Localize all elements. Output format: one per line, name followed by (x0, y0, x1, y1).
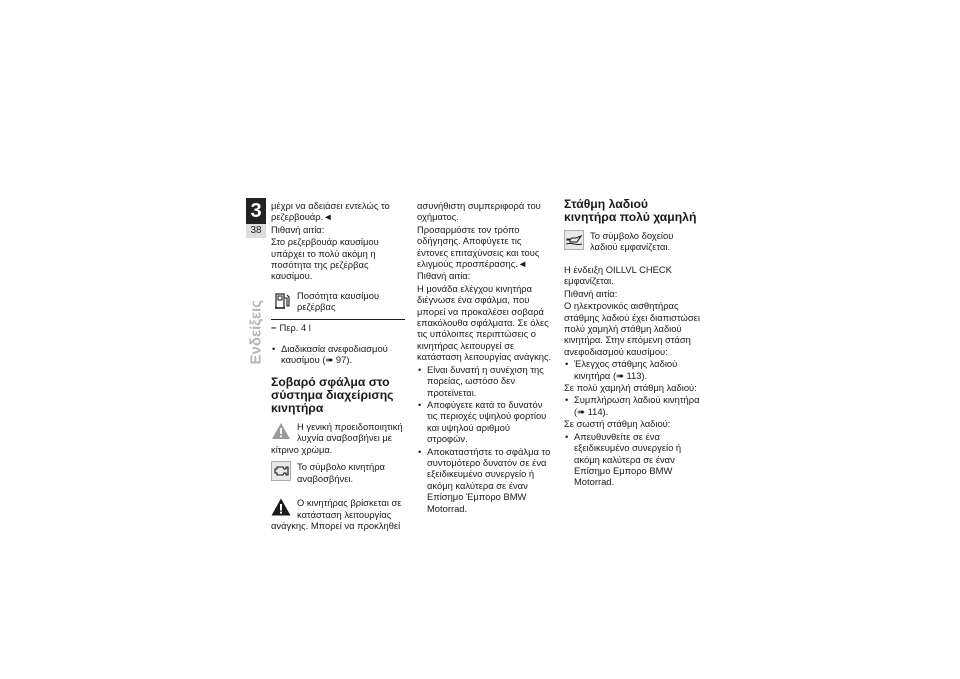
paragraph: Το σύμβολο δοχείου λαδιού εμφανίζεται. (590, 230, 674, 253)
list-item: • Αποκαταστήστε το σφάλμα το συντομότερο δυνατόν σε ένα εξειδικευμένο συνεργείο ή ακόμη καλύτερα σε έναν Επίσημο Έμπορο BMW Motorrad. (417, 446, 553, 514)
list-item: • Είναι δυνατή η συνέχιση της πορείας, ωστόσο δεν προτείνεται. (417, 364, 553, 398)
chapter-number-tab: 3 (246, 198, 266, 224)
paragraph: μέχρι να αδειάσει εντελώς το ρεζερβουάρ.◄ (271, 200, 390, 223)
paragraph: Ο ηλεκτρονικός αισθητήρας στάθμης λαδιού έχει διαπιστώσει πολύ χαμηλή στάθμη λαδιού κινητήρα. Στην επόμενη στάση ανεφοδιασμού καυσίμου: (564, 300, 700, 357)
column-1 (271, 200, 405, 535)
page-number: 38 (246, 224, 266, 238)
list-item: • Έλεγχος στάθμης λαδιού κινητήρα (➠ 113). (564, 358, 700, 381)
paragraph: Στο ρεζερβουάρ καυσίμου υπάρχει το πολύ ακόμη η ποσότητα της ρεζέρβας καυσίμου. (271, 236, 379, 282)
engine-indicator-row (271, 461, 405, 491)
paragraph: Το σύμβολο κινητήρα αναβοσβήνει. (297, 461, 385, 484)
paragraph: Η γενική προειδοποιητική λυχνία αναβοσβήνει με κίτρινο χρώμα. (271, 420, 403, 455)
paragraph: Σε σωστή στάθμη λαδιού: (564, 418, 671, 430)
fuel-reserve-spec (271, 288, 405, 339)
engine-check-icon (271, 461, 291, 481)
paragraph: Σε πολύ χαμηλή στάθμη λαδιού: (564, 382, 697, 394)
paragraph: Ο κινητήρας βρίσκεται σε κατάσταση λειτουργίας ανάγκης. Μπορεί να προκληθεί (271, 497, 402, 531)
danger-triangle-icon (271, 497, 291, 517)
column-2 (417, 200, 553, 515)
danger-row (271, 497, 405, 531)
spec-value-row (271, 320, 405, 333)
fuel-pump-icon (275, 291, 291, 311)
section-heading: Σοβαρό σφάλμα στο σύστημα διαχείρισης κινητήρα (271, 374, 394, 415)
list-item: • Συμπλήρωση λαδιού κινητήρα (➠ 114). (564, 394, 700, 417)
paragraph: Η ένδειξη OILLVL CHECK εμφανίζεται. (564, 264, 672, 287)
oil-can-icon (564, 230, 584, 250)
paragraph: Πιθανή αιτία: (271, 223, 325, 235)
chapter-side-label: Ενδείξεις (247, 300, 265, 365)
paragraph: Η μονάδα ελέγχου κινητήρα διέγνωσε ένα σφάλμα, που μπορεί να προκαλέσει σοβαρά επακόλουθα σφάλματα. Σε όλες τις υπόλοιπες περιπτώσεις ο κινητήρας λειτουργεί σε κατάσταση λειτουργίας ανάγκης. (417, 282, 552, 363)
paragraph: ασυνήθιστη συμπεριφορά του οχήματος. (417, 200, 541, 223)
oil-indicator-row (564, 230, 700, 260)
paragraph: Πιθανή αιτία: (417, 270, 471, 282)
list-item: • Απευθυνθείτε σε ένα εξειδικευμένο συνεργείο ή ακόμη καλύτερα σε έναν Επίσημο Εμπορο BMW Motorrad. (564, 431, 700, 488)
section-heading: Στάθμη λαδιού κινητήρα πολύ χαμηλή (564, 197, 697, 224)
paragraph: Πιθανή αιτία: (564, 287, 618, 299)
spec-value: Περ. 4 l (279, 321, 311, 333)
list-item: • Αποφύγετε κατά το δυνατόν τις περιοχές υψηλού φορτίου και υψηλού αριθμού στροφών. (417, 399, 553, 445)
general-warning-icon (271, 421, 291, 441)
list-item: • Διαδικασία ανεφοδιασμού καυσίμου (➠ 97). (271, 343, 405, 366)
column-3 (564, 197, 700, 489)
warning-indicator-row (271, 421, 405, 455)
spec-label: Ποσότητα καυσίμου ρεζέρβας (297, 289, 380, 313)
dash-glyph: − (271, 321, 277, 333)
paragraph: Προσαρμόστε τον τρόπο οδήγησης. Αποφύγετε τις έντονες επιταχύνσεις και τους ελιγμούς προσπέρασης.◄ (417, 223, 540, 270)
